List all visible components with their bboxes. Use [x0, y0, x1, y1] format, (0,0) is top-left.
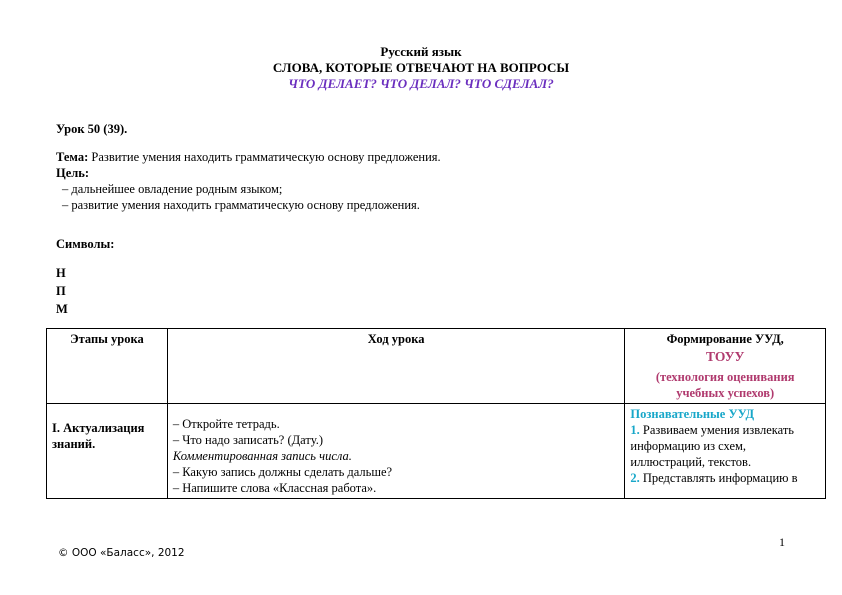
symbols-list [56, 264, 68, 318]
stage-title: I. Актуализация знаний. [52, 421, 145, 451]
header-uud-line1: Формирование УУД, [666, 332, 784, 346]
uud-item-text: Развиваем умения извлекать информацию из схем, иллюстраций, текстов. [630, 423, 795, 469]
header-stages: Этапы урока [47, 329, 168, 404]
topic-text: Развитие умения находить грамматическую основу предложения. [88, 150, 441, 164]
symbol-item: П [56, 284, 66, 298]
header-uud-line2: ТОУУ [706, 349, 745, 364]
symbols-label: Символы: [56, 237, 115, 251]
document-header [0, 44, 842, 92]
course-line: – Напишите слова «Классная работа». [172, 481, 377, 495]
page-number: 1 [779, 535, 785, 549]
goal-item: – развитие умения находить грамматическую основу предложения. [62, 198, 420, 212]
symbol-item: М [56, 302, 68, 316]
uud-item-number: 2. [630, 471, 640, 485]
uud-item [630, 422, 820, 470]
header-course: Ход урока [167, 329, 625, 404]
lesson-heading: СЛОВА, КОТОРЫЕ ОТВЕЧАЮТ НА ВОПРОСЫ [272, 60, 570, 75]
course-line: – Откройте тетрадь. [172, 417, 280, 431]
lesson-subheading: ЧТО ДЕЛАЕТ? ЧТО ДЕЛАЛ? ЧТО СДЕЛАЛ? [288, 76, 554, 91]
topic-goal-block [56, 149, 441, 213]
course-line: – Что надо записать? (Дату.) [172, 433, 323, 447]
stage-cell [47, 404, 168, 499]
uud-item [630, 470, 820, 486]
symbol-item: Н [56, 266, 66, 280]
copyright-footer: © ООО «Баласс», 2012 [58, 547, 185, 559]
uud-title: Познавательные УУД [630, 407, 755, 421]
lesson-number: Урок 50 (39). [56, 122, 128, 136]
course-cell [167, 404, 625, 499]
table-header-row [47, 329, 826, 404]
header-uud [625, 329, 826, 404]
uud-cell [625, 404, 826, 499]
table-row [47, 404, 826, 499]
topic-label: Тема: [56, 150, 89, 164]
goal-item: – дальнейшее овладение родным языком; [62, 182, 283, 196]
lesson-table [46, 328, 826, 499]
course-line: Комментированная запись числа. [172, 449, 352, 463]
goal-label: Цель: [56, 166, 90, 180]
subject-title: Русский язык [380, 44, 462, 59]
uud-item-number: 1. [630, 423, 640, 437]
course-line: – Какую запись должны сделать дальше? [172, 465, 393, 479]
uud-item-text: Представлять информацию в [639, 471, 798, 485]
topic-line [56, 149, 441, 165]
header-uud-line3: (технология оценивания учебных успехов) [655, 370, 795, 400]
